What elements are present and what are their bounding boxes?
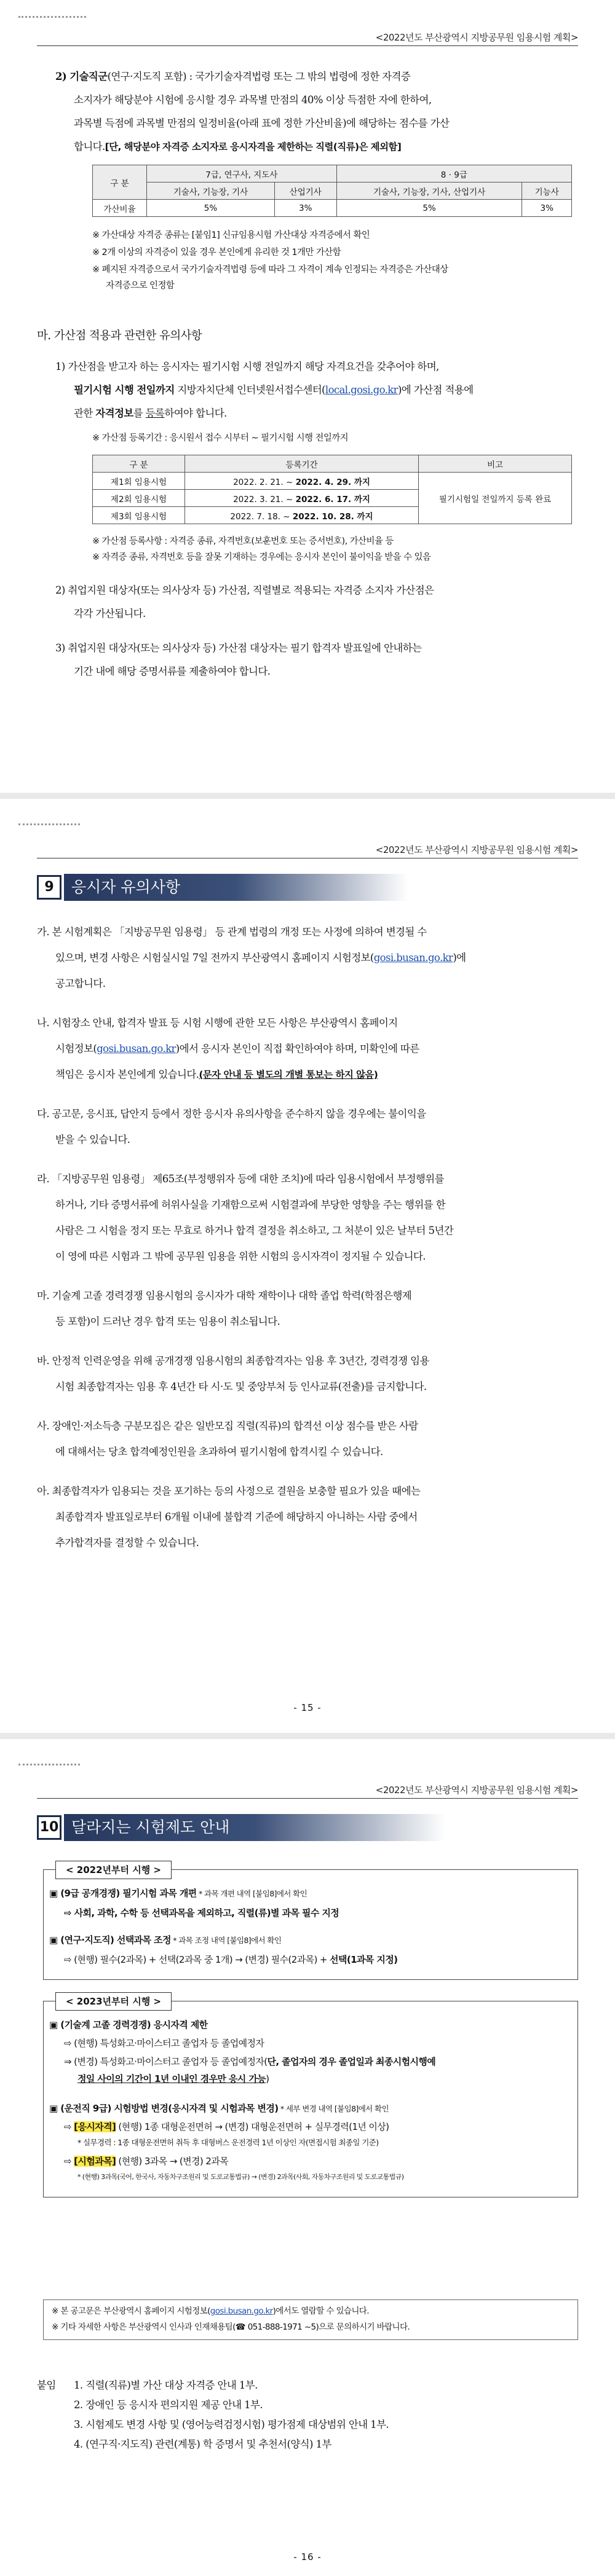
e3-line: 3) 취업지원 대상자(또는 의사상자 등) 가산점 대상자는 필기 합격자 발표일에 안내하는 [55, 642, 422, 654]
page-1 [0, 0, 615, 793]
header-rule [37, 1798, 578, 1799]
table1-rate: 5% [147, 200, 275, 217]
note1-line: ※ 2개 이상의 자격증이 있을 경우 본인에게 유리한 것 1개만 가산함 [92, 248, 341, 257]
top-dotted-divider [18, 16, 86, 18]
page-header: <2022년도 부산광역시 지방공무원 임용시험 계획> [375, 844, 578, 855]
note2-line: ※ 가산점 등록사항 : 자격증 종류, 자격번호(보훈번호 또는 증서번호), 가산비율 등 [92, 536, 394, 546]
item2-line3: 과목별 득점에 과목별 만점의 일정비율(아래 표에 정한 가산비율)에 해당하는 점수를 가산 [74, 117, 450, 129]
table2-period [185, 473, 419, 490]
c2-sub1 [64, 2118, 389, 2136]
item2-line1 [55, 65, 410, 88]
sa-line: 사. 장애인·저소득층 구분모집은 같은 일반모집 직렬(직류)의 합격선 이상 점수를 받은 사람 [37, 1420, 418, 1432]
section-e-title: 마. 가산점 적용과 관련한 유의사항 [37, 329, 202, 342]
e1-text: 하여야 합니다. [164, 407, 227, 419]
e2-line: 각각 가산됩니다. [74, 608, 146, 619]
table2-exam-name: 제3회 임용시험 [93, 507, 185, 524]
table1-rate-label: 가산비율 [93, 200, 147, 217]
ga-line [55, 946, 466, 970]
attachment-item: 4. (연구직·지도직) 관련(계통) 학 증명서 및 추천서(양식) 1부 [74, 2438, 331, 2450]
c2-sub2-note: * (현행) 3과목(국어, 한국사, 자동차구조원리 및 도로교통법규) → (변경) 2과목(사회, 자동차구조원리 및 도로교통법규) [77, 2173, 404, 2181]
ga-line: 공고합니다. [55, 978, 106, 989]
table2-exam-name: 제2회 임용시험 [93, 490, 185, 507]
item2-exception: [단, 해당분야 자격증 소지자로 응시자격을 제한하는 직렬(직류)은 제외함] [105, 141, 402, 152]
table1-rate: 3% [522, 200, 572, 217]
c1-sub2-text: ⇒ (변경) 특성화고·마이스터고 졸업자 등 졸업예정자( [64, 2056, 268, 2067]
period-end: 2022. 6. 17. 까지 [295, 494, 370, 505]
attachments-label: 붙임 [37, 2379, 56, 2391]
e1-deadline: 필기시험 시행 전일까지 [74, 384, 175, 396]
attachment-item: 3. 시험제도 변경 사항 및 (영어능력검정시험) 평가점제 대상범위 안내 1부. [74, 2419, 389, 2430]
table1-group1: 7급, 연구사, 지도사 [147, 165, 337, 183]
ga-text: )에 [453, 952, 466, 964]
section-number: 10 [37, 1815, 62, 1840]
a-line: 아. 최종합격자가 임용되는 것을 포기하는 등의 사정으로 결원을 보충할 필요가 있을 때에는 [37, 1485, 421, 1497]
da-line: 다. 공고문, 응시표, 답안지 등에서 정한 응시자 유의사항을 준수하지 않을 경우에는 불이익을 [37, 1108, 426, 1120]
page-number: - 15 - [293, 1702, 322, 1713]
table1-rate: 5% [336, 200, 522, 217]
bonus-rate-table [92, 165, 572, 217]
table2-period [185, 507, 419, 524]
note1-line: ※ 폐지된 자격증으로서 국가기술자격법령 등에 따라 그 자격이 계속 인정되는 자격증은 가산대상 [92, 265, 448, 275]
b1-line [49, 1884, 307, 1903]
item2-scope: (연구·지도직 포함) [107, 71, 186, 82]
ga-line: 가. 본 시험계획은 「지방공무원 임용령」 등 관계 법령의 개정 또는 사정에 의하여 변경될 수 [37, 926, 427, 938]
table1-col: 산업기사 [274, 183, 336, 200]
gosi-busan-link[interactable]: gosi.busan.go.kr [373, 952, 453, 964]
na-line [55, 1037, 419, 1061]
notice-line1 [52, 2303, 369, 2319]
da-line: 받을 수 있습니다. [55, 1134, 130, 1145]
b1-note: * 과목 개편 내역 [붙임8]에서 확인 [196, 1889, 308, 1898]
page-2 [0, 799, 615, 1733]
c2-title: ▣ (운전직 9급) 시험방법 변경(응시자격 및 시험과목 변경) [49, 2103, 279, 2114]
a-line: 최종합격자 발표일로부터 6개월 이내에 불합격 기준에 해당하지 아니하는 사람 중에서 [55, 1511, 418, 1523]
c1-title: ▣ (기술계 고졸 경력경쟁) 응시자격 제한 [49, 2019, 208, 2030]
period-start: 2022. 2. 21. ~ [233, 477, 296, 487]
b2-sub [64, 1950, 397, 1969]
c2-note: * 세부 변경 내역 [붙임8]에서 확인 [278, 2104, 389, 2113]
header-rule [37, 45, 578, 46]
c2-line [49, 2099, 389, 2118]
c2-sub1-note: * 실무경력 : 1종 대형운전면허 취득 후 대형버스 운전경력 1년 이상인 자(면접시험 최종일 기준) [77, 2138, 379, 2147]
note1-line: 자격증으로 인정함 [106, 281, 175, 291]
table2-remark: 필기시험일 전일까지 등록 완료 [419, 473, 572, 524]
c1-sub1: ⇨ (현행) 특성화고·마이스터고 졸업자 등 졸업예정자 [64, 2038, 264, 2049]
na-line [55, 1063, 378, 1086]
table1-col: 기술사, 기능장, 기사 [147, 183, 275, 200]
b2-sub-bold: 선택(1과목 지정) [330, 1954, 398, 1965]
table2-header: 등록기간 [185, 455, 419, 473]
b1-sub: ⇨ 사회, 과학, 수학 등 선택과목을 제외하고, 직렬(류)별 과목 필수 지정 [64, 1907, 339, 1918]
table1-col: 기능사 [522, 183, 572, 200]
b2-line [49, 1931, 281, 1950]
c2-arrow: ⇨ [64, 2121, 74, 2132]
b1-title: ▣ (9급 공개경쟁) 필기시험 과목 개편 [49, 1888, 197, 1899]
table1-row-label: 구 분 [93, 165, 147, 200]
table1-group2: 8 · 9급 [336, 165, 571, 183]
period-start: 2022. 3. 21. ~ [233, 494, 296, 505]
page-3 [0, 1739, 615, 2576]
ma-line: 등 포함)이 드러난 경우 합격 또는 임용이 취소됩니다. [55, 1316, 280, 1327]
c2-subject-label: [시험과목] [74, 2156, 116, 2167]
na-text: )에서 응시자 본인이 직접 확인하여야 하며, 미확인에 따른 [175, 1043, 419, 1054]
ba-line: 시험 최종합격자는 임용 후 4년간 타 시·도 및 중앙부처 등 인사교류(전출)를 금지합니다. [55, 1381, 427, 1392]
ma-line: 마. 기술계 고졸 경력경쟁 임용시험의 응시자가 대학 재학이나 대학 졸업 학력(학점은행제 [37, 1290, 412, 1302]
item2-body1: : 국가기술자격법령 또는 그 밖의 법령에 정한 자격증 [186, 71, 411, 82]
na-text: 시험정보( [55, 1043, 97, 1054]
item2-title: 2) 기술직군 [55, 71, 108, 82]
page-header: <2022년도 부산광역시 지방공무원 임용시험 계획> [375, 1785, 578, 1796]
table1-rate: 3% [274, 200, 336, 217]
e1-line2 [74, 379, 473, 402]
period-note: ※ 가산점 등록기간 : 응시원서 접수 시부터 ~ 필기시험 시행 전일까지 [92, 433, 349, 443]
item2-line4 [74, 135, 401, 159]
note2-line: ※ 자격증 종류, 자격번호 등을 잘못 기재하는 경우에는 응시자 본인이 불이익을 받을 수 있음 [92, 552, 431, 562]
e1-line3 [74, 402, 227, 425]
c2-sub1-text: (현행) 1종 대형운전면허 → (변경) 대형운전면허 + 실무경력(1년 이상) [116, 2121, 389, 2132]
registration-period-table [92, 455, 572, 524]
ra-line: 하거나, 기타 증명서류에 허위사실을 기재함으로써 시험결과에 부당한 영향을 주는 행위를 한 [55, 1199, 445, 1211]
c1-sub2-close: ) [266, 2073, 269, 2084]
top-dotted-divider [18, 823, 80, 825]
period-end: 2022. 4. 29. 까지 [295, 477, 370, 487]
sa-line: 에 대해서는 당초 합격예정인원을 초과하여 필기시험에 합격시킬 수 있습니다. [55, 1446, 383, 1458]
table2-header: 구 분 [93, 455, 185, 473]
attachment-item: 1. 직렬(직류)별 가산 대상 자격증 안내 1부. [74, 2379, 258, 2391]
e1-text: 를 [133, 407, 146, 419]
c1-sub2-emphasis: 정일 사이의 기간이 1년 이내인 경우만 응시 가능 [77, 2073, 266, 2084]
b2-note: * 과목 조정 내역 [붙임8]에서 확인 [170, 1936, 282, 1945]
b2-title: ▣ (연구·지도직) 선택과목 조정 [49, 1934, 171, 1946]
e1-text: )에 가산점 적용에 [397, 384, 474, 396]
ra-line: 라. 「지방공무원 임용령」 제65조(부정행위자 등에 대한 조치)에 따라 임용시험에서 부정행위를 [37, 1173, 444, 1185]
ra-line: 이 영에 따른 시험과 그 밖에 공무원 임용을 위한 시험의 응시자격이 정지될 수 있습니다. [55, 1251, 426, 1262]
na-emphasis: (문자 안내 등 별도의 개별 통보는 하지 않음) [199, 1069, 378, 1080]
table2-exam-name: 제1회 임용시험 [93, 473, 185, 490]
c2-arrow: ⇨ [64, 2156, 74, 2167]
attachment-item: 2. 장애인 등 응시자 편의지원 제공 안내 1부. [74, 2399, 263, 2411]
tag-2023: < 2023년부터 시행 > [55, 1992, 172, 2011]
notice-text: )에서도 열람할 수 있습니다. [272, 2306, 369, 2316]
page-header: <2022년도 부산광역시 지방공무원 임용시험 계획> [375, 32, 578, 43]
e1-line1: 1) 가산점을 받고자 하는 응시자는 필기시험 시행 전일까지 해당 자격요건을 갖추어야 하며, [55, 361, 439, 372]
section-title: 응시자 유의사항 [64, 874, 408, 901]
ba-line: 바. 안정적 인력운영을 위해 공개경쟁 임용시험의 최종합격자는 임용 후 3년간, 경력경쟁 임용 [37, 1355, 429, 1367]
e1-register: 등록 [145, 407, 165, 419]
period-start: 2022. 7. 18. ~ [230, 511, 293, 522]
table2-period [185, 490, 419, 507]
note1-line: ※ 가산대상 자격증 종류는 [붙임1] 신규임용시험 가산대상 자격증에서 확인 [92, 230, 370, 240]
item2-body4a: 합니다. [74, 141, 105, 152]
period-end: 2022. 10. 28. 까지 [292, 511, 373, 522]
notice-text: ※ 본 공고문은 부산광역시 홈페이지 시험정보( [52, 2306, 210, 2316]
local-gosi-link[interactable]: local.gosi.go.kr [325, 384, 398, 396]
c1-sub2 [64, 2052, 435, 2071]
c2-qualification-label: [응시자격] [74, 2121, 116, 2132]
e1-text: 관한 [74, 407, 96, 419]
b2-sub-text: ⇨ (현행) 필수(2과목) + 선택(2과목 중 1개) → (변경) 필수(2과목) + [64, 1954, 330, 1965]
e1-text: 지방자치단체 인터넷원서접수센터( [174, 384, 325, 396]
item2-line2: 소지자가 해당분야 시험에 응시할 경우 과목별 만점의 40% 이상 득점한 자에 한하여, [74, 94, 432, 106]
table1-col: 기술사, 기능장, 기사, 산업기사 [336, 183, 522, 200]
a-line: 추가합격자를 결정할 수 있습니다. [55, 1537, 199, 1549]
c2-sub2-text: (현행) 3과목 → (변경) 2과목 [116, 2156, 229, 2167]
ra-line: 사람은 그 시험을 정지 또는 무효로 하거나 합격 결정을 취소하고, 그 처분이 있은 날부터 5년간 [55, 1225, 454, 1236]
ga-text: 있으며, 변경 사항은 시험실시일 7일 전까지 부산광역시 홈페이지 시험정보( [55, 952, 374, 964]
tag-2022: < 2022년부터 시행 > [55, 1861, 172, 1879]
e2-line: 2) 취업지원 대상자(또는 의사상자 등) 가산점, 직렬별로 적용되는 자격증 소지자 가산점은 [55, 584, 434, 596]
na-line: 나. 시험장소 안내, 합격자 발표 등 시험 시행에 관한 모든 사항은 부산광역시 홈페이지 [37, 1017, 398, 1029]
c1-sub3 [77, 2070, 269, 2088]
page-number: - 16 - [293, 2551, 322, 2562]
section-number: 9 [37, 875, 62, 900]
notice-line2: ※ 기타 자세한 사항은 부산광역시 인사과 인재채용팀(☎ 051-888-1971 ~5)으로 문의하시기 바랍니다. [52, 2322, 410, 2332]
gosi-busan-link[interactable]: gosi.busan.go.kr [210, 2306, 273, 2316]
c1-sub2-bold: 단, 졸업자의 경우 졸업일과 최종시험시행예 [267, 2056, 436, 2067]
top-dotted-divider [18, 1764, 80, 1765]
c2-sub2 [64, 2152, 228, 2170]
na-text: 책임은 응시자 본인에게 있습니다. [55, 1069, 199, 1080]
table2-header: 비고 [419, 455, 572, 473]
e1-info: 자격정보 [95, 407, 133, 419]
e3-line: 기간 내에 해당 증명서류를 제출하여야 합니다. [74, 666, 271, 677]
section-title: 달라지는 시험제도 안내 [64, 1814, 445, 1841]
gosi-busan-link[interactable]: gosi.busan.go.kr [97, 1043, 176, 1054]
